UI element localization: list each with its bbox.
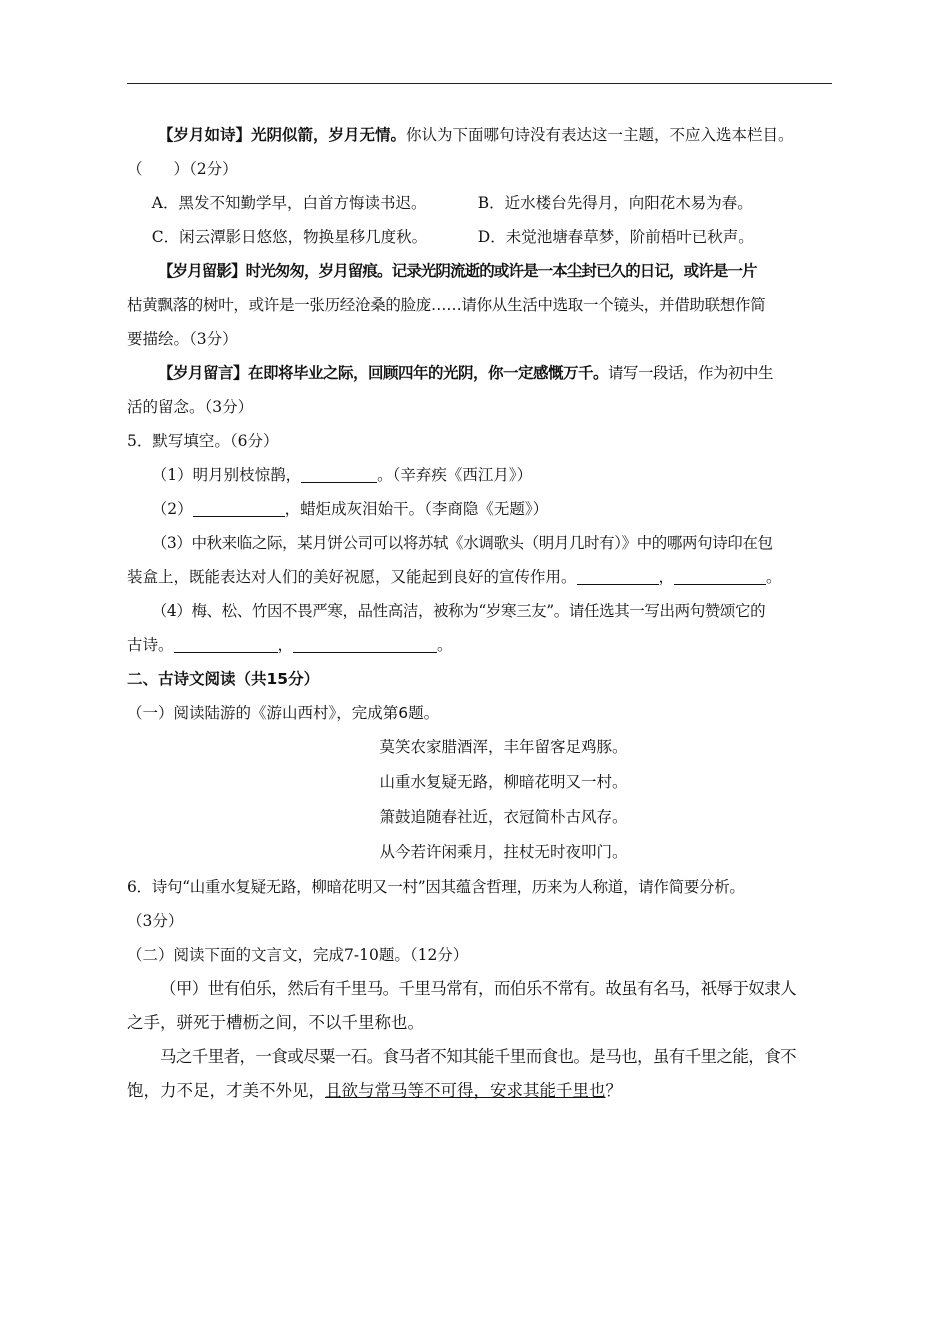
classical-text bbox=[127, 972, 832, 1108]
option-a: A．黑发不知勤学早，白首方悔读书迟。 bbox=[151, 194, 427, 212]
question-6-line2: （3分） bbox=[127, 912, 184, 930]
subsection-2-title bbox=[127, 938, 832, 972]
section-photo-task: 请你从生活中选取一个镜头，并借助联想作简 bbox=[461, 296, 766, 314]
answer-bracket: （ ）（2分） bbox=[127, 160, 238, 178]
separator: ， bbox=[277, 636, 294, 654]
question-5-title: 5．默写填空。（6分） bbox=[127, 432, 279, 450]
end-mark: 。 bbox=[437, 636, 453, 654]
section-message-line2: 活的留念。（3分） bbox=[127, 398, 254, 416]
section-poetry-prompt bbox=[127, 118, 832, 152]
section-photo-lead: 枯黄飘落的树叶，或许是一张历经沧桑的脸庞…… bbox=[127, 296, 462, 314]
section-photo-line2 bbox=[127, 288, 832, 322]
question-6-line1: 6．诗句“山重水复疑无路，柳暗花明又一村”因其蕴含哲理，历来为人称道，请作简要分析。 bbox=[127, 878, 745, 896]
section-heading: 【岁月留言】在即将毕业之际，回顾四年的光阴，你一定感慨万千。 bbox=[158, 364, 609, 382]
q5-item-1-source: 。（辛弃疾《西江月》） bbox=[377, 466, 533, 484]
option-b: B．近水楼台先得月，向阳花木易为春。 bbox=[477, 194, 753, 212]
q5-item-3-text: 装盒上，既能表达对人们的美好祝愿，又能起到良好的宣传作用。 bbox=[127, 568, 577, 586]
poem-line: 山重水复疑无路，柳暗花明又一村。 bbox=[379, 773, 628, 791]
question-text: 请写一段话，作为初中生 bbox=[608, 364, 774, 382]
passage-end: ？ bbox=[605, 1081, 622, 1100]
q5-item-2-num: （2） bbox=[151, 500, 193, 518]
subsection-1-title: （一）阅读陆游的《游山西村》，完成第6题。 bbox=[127, 704, 440, 722]
end-mark: 。 bbox=[766, 568, 782, 586]
fill-blank[interactable] bbox=[674, 569, 766, 586]
poem-line: 莫笑农家腊酒浑，丰年留客足鸡豚。 bbox=[379, 738, 628, 756]
header-rule bbox=[127, 83, 832, 84]
underlined-sentence: 且欲与常马等不可得，安求其能千里也 bbox=[325, 1081, 606, 1100]
passage-line: 马之千里者，一食或尽粟一石。食马者不知其能千里而食也。是马也，虽有千里之能，食不 bbox=[160, 1047, 797, 1066]
subsection-2-range: 7-10题。（12分） bbox=[344, 946, 469, 964]
section-heading: 【岁月如诗】光阴似箭，岁月无情。 bbox=[158, 126, 407, 144]
passage-line: 之手，骈死于槽枥之间，不以千里称也。 bbox=[127, 1013, 424, 1032]
q5-item-3-line1: （3）中秋来临之际，某月饼公司可以将苏轼《水调歌头（明月几时有）》中的哪两句诗印在包 bbox=[151, 534, 773, 552]
q5-item-2 bbox=[127, 492, 832, 526]
option-d: D．未觉池塘春草梦，阶前梧叶已秋声。 bbox=[477, 228, 754, 246]
fill-blank[interactable] bbox=[174, 637, 278, 654]
passage-line: （甲）世有伯乐，然后有千里马。千里马常有，而伯乐不常有。故虽有名马，祇辱于奴隶人 bbox=[160, 979, 797, 998]
q5-item-1-text: （1）明月别枝惊鹊， bbox=[151, 466, 302, 484]
q5-item-1 bbox=[127, 458, 832, 492]
separator: ， bbox=[658, 568, 675, 586]
document-page bbox=[127, 118, 832, 1108]
section-photo-line3: 要描绘。（3分） bbox=[127, 330, 238, 348]
subsection-2-lead: （二）阅读下面的文言文，完成 bbox=[127, 946, 345, 964]
q5-item-2-text: ，蜡炬成灰泪始干。（李商隐《无题》） bbox=[284, 500, 549, 518]
option-row-2 bbox=[127, 220, 832, 254]
option-row-1 bbox=[127, 186, 832, 220]
q5-item-4-text: 古诗。 bbox=[127, 636, 174, 654]
passage-text: 饱，力不足，才美不外见， bbox=[127, 1081, 325, 1100]
q5-item-3-line2 bbox=[127, 560, 832, 594]
fill-blank[interactable] bbox=[577, 569, 659, 586]
section-message-prompt bbox=[127, 356, 832, 390]
fill-blank[interactable] bbox=[301, 467, 377, 484]
question-text: 你认为下面哪句诗没有表达这一主题，不应入选本栏目。 bbox=[406, 126, 794, 144]
q5-item-4-line2 bbox=[127, 628, 832, 662]
passage-line bbox=[127, 1074, 832, 1108]
fill-blank[interactable] bbox=[193, 501, 285, 518]
poem bbox=[127, 730, 832, 870]
fill-blank[interactable] bbox=[293, 637, 437, 654]
poem-line: 箫鼓追随春社近，衣冠简朴古风存。 bbox=[379, 808, 628, 826]
section-photo-heading: 【岁月留影】时光匆匆，岁月留痕。记录光阴流逝的或许是一本尘封已久的日记，或许是一片 bbox=[158, 262, 757, 280]
poem-line: 从今若许闲乘月，拄杖无时夜叩门。 bbox=[379, 843, 628, 861]
option-c: C．闲云潭影日悠悠，物换星移几度秋。 bbox=[151, 228, 428, 246]
section-2-title: 二、古诗文阅读（共15分） bbox=[127, 670, 320, 688]
q5-item-4-line1: （4）梅、松、竹因不畏严寒，品性高洁，被称为“岁寒三友”。请任选其一写出两句赞颂它的 bbox=[151, 602, 766, 620]
